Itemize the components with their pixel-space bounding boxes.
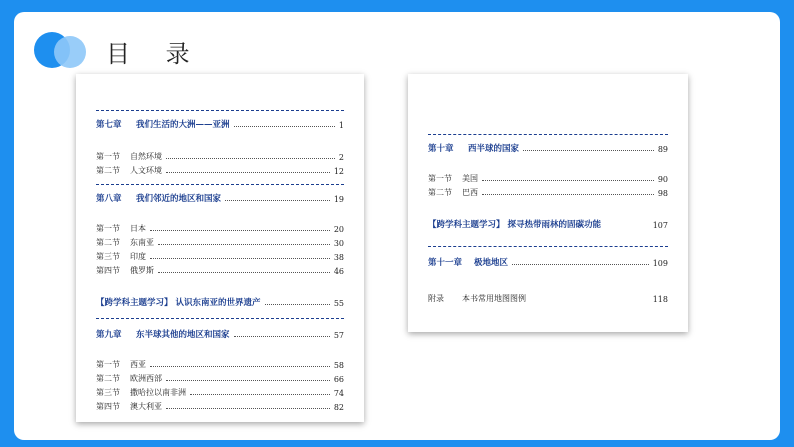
toc-section: 第四节 俄罗斯 46 [96,266,344,276]
toc-section: 第一节 日本 20 [96,224,344,234]
toc-section: 第一节 自然环境 2 [96,152,344,162]
toc-page-right [408,74,688,332]
circles-logo-icon [34,32,92,68]
toc-section: 第二节 东南亚 30 [96,238,344,248]
toc-chapter-7: 第七章 我们生活的大洲——亚洲 1 [96,120,344,130]
toc-topic: 【跨学科主题学习】 认识东南亚的世界遗产 55 [96,298,344,308]
toc-section: 第二节 巴西 98 [428,188,668,198]
divider [428,246,668,247]
divider [96,184,344,185]
toc-appendix: 附录 本书常用地图图例 118 [428,294,668,304]
divider [96,110,344,111]
slide [14,12,780,440]
toc-section: 第三节 撒哈拉以南非洲 74 [96,388,344,398]
toc-chapter-10: 第十章 西半球的国家 89 [428,144,668,154]
divider [428,134,668,135]
toc-page-left [76,74,364,422]
toc-chapter-8: 第八章 我们邻近的地区和国家 19 [96,194,344,204]
slide-title: 目 录 [106,40,204,68]
toc-topic: 【跨学科主题学习】 探寻热带雨林的固碳功能 107 [428,220,668,230]
toc-section: 第四节 澳大利亚 82 [96,402,344,412]
toc-section: 第一节 美国 90 [428,174,668,184]
toc-section: 第二节 欧洲西部 66 [96,374,344,384]
toc-chapter-11: 第十一章 极地地区 109 [428,258,668,268]
divider [96,318,344,319]
toc-chapter-9: 第九章 东半球其他的地区和国家 57 [96,330,344,340]
toc-section: 第二节 人文环境 12 [96,166,344,176]
toc-section: 第一节 西亚 58 [96,360,344,370]
toc-section: 第三节 印度 38 [96,252,344,262]
